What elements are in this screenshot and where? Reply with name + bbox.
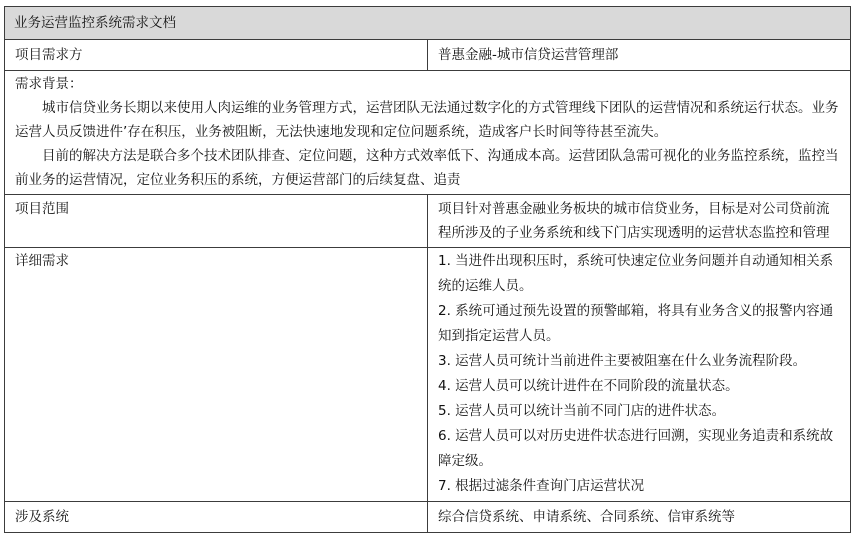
document-title: 业务运营监控系统需求文档 xyxy=(5,7,851,40)
background-paragraph-2: 目前的解决方法是联合多个技术团队排查、定位问题，这种方式效率低下、沟通成本高。运营团队急需可视化的业务监控系统，监控当前业务的运营情况，定位业务积压的系统，方便运营部门的后续复盘、追责 xyxy=(15,148,839,188)
requester-label: 项目需求方 xyxy=(5,40,428,71)
background-paragraph-1: 城市信贷业务长期以来使用人肉运维的业务管理方式，运营团队无法通过数字化的方式管理线下团队的运营情况和系统运行状态。业务运营人员反馈进件’存在积压，业务被阻断，无法快速地发现和定位问题系统，造成客户长时间等待甚至流失。 xyxy=(15,100,839,140)
requirements-list xyxy=(438,248,840,501)
background-heading: 需求背景： xyxy=(15,76,83,92)
list-item: 5. 运营人员可以统计当前不同门店的进件状态。 xyxy=(438,403,726,419)
systems-value: 综合信贷系统、申请系统、合同系统、信审系统等 xyxy=(428,502,851,533)
scope-label: 项目范围 xyxy=(5,195,428,248)
requester-row xyxy=(5,40,851,71)
details-cell xyxy=(428,248,851,502)
list-item: 7. 根据过滤条件查询门店运营状况 xyxy=(438,478,645,494)
background-cell xyxy=(5,71,851,195)
title-row xyxy=(5,7,851,40)
details-row xyxy=(5,248,851,502)
scope-row xyxy=(5,195,851,248)
background-row xyxy=(5,71,851,195)
systems-label: 涉及系统 xyxy=(5,502,428,533)
scope-value: 项目针对普惠金融业务板块的城市信贷业务，目标是对公司贷前流程所涉及的子业务系统和线下门店实现透明的运营状态监控和管理 xyxy=(428,195,851,248)
details-label: 详细需求 xyxy=(5,248,428,502)
list-item: 6. 运营人员可以对历史进件状态进行回溯，实现业务追责和系统故障定级。 xyxy=(438,428,834,469)
systems-row xyxy=(5,502,851,533)
list-item: 2. 系统可通过预先设置的预警邮箱，将具有业务含义的报警内容通知到指定运营人员。 xyxy=(438,303,834,344)
list-item: 3. 运营人员可统计当前进件主要被阻塞在什么业务流程阶段。 xyxy=(438,353,807,369)
list-item: 1. 当进件出现积压时，系统可快速定位业务问题并自动通知相关系统的运维人员。 xyxy=(438,253,834,294)
requirements-table xyxy=(4,6,851,533)
requester-value: 普惠金融-城市信贷运营管理部 xyxy=(428,40,851,71)
list-item: 4. 运营人员可以统计进件在不同阶段的流量状态。 xyxy=(438,378,739,394)
